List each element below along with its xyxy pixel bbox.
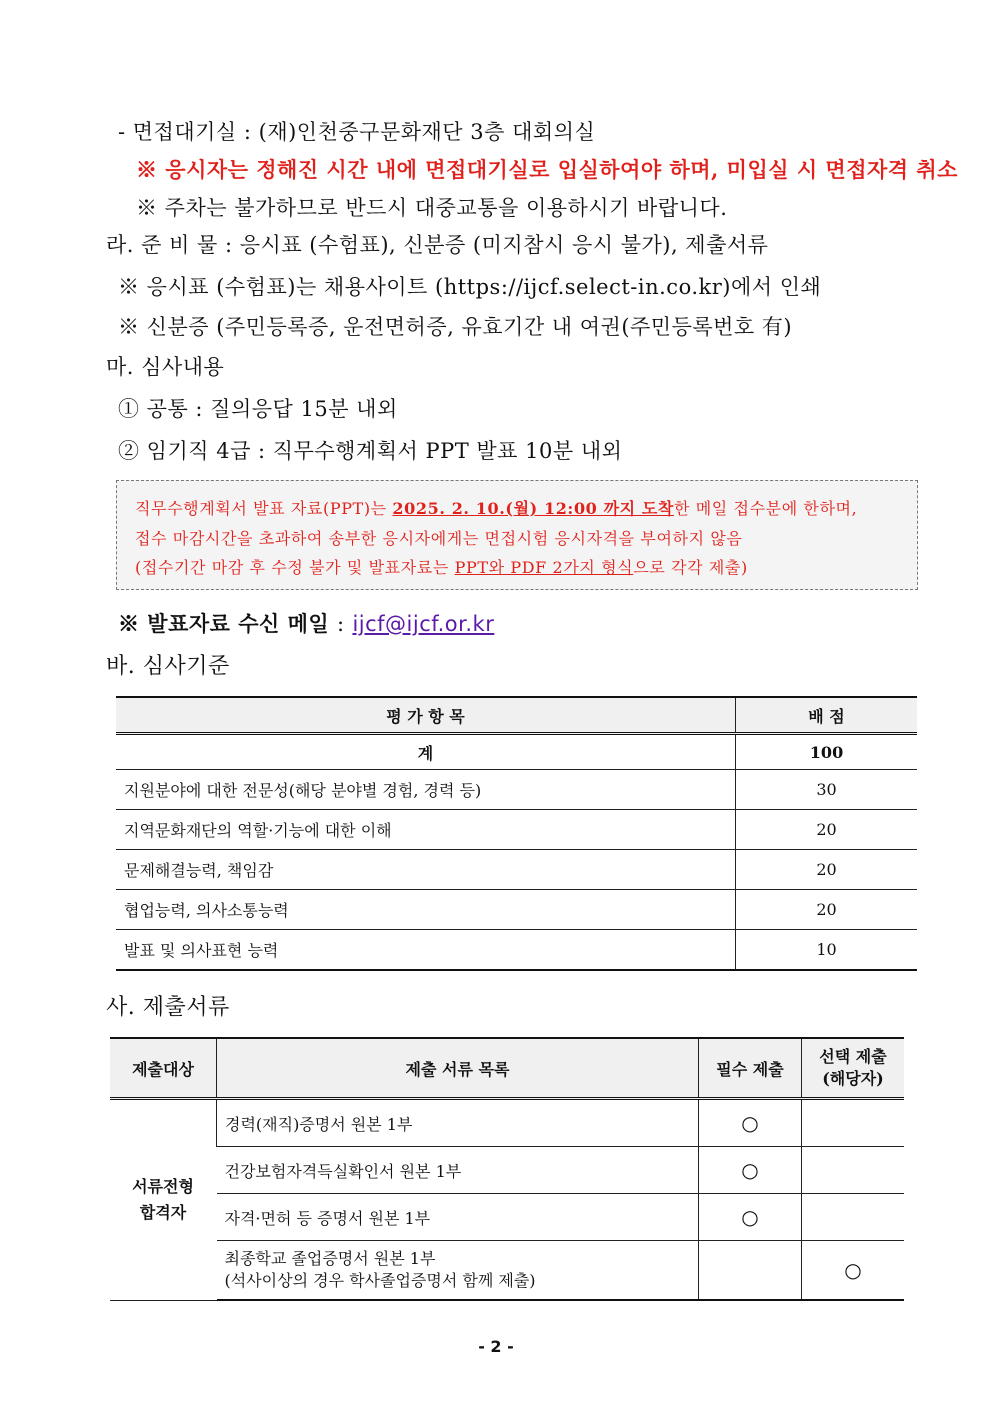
- criteria-header-item: 평 가 항 목: [116, 697, 736, 734]
- table-row: [116, 850, 917, 890]
- notice-deadline: 2025. 2. 10.(월) 12:00 까지 도착: [392, 499, 674, 518]
- notice-line-3-pre: (접수기간 마감 후 수정 불가 및 발표자료는: [135, 558, 455, 577]
- optional-mark: ○: [802, 1241, 905, 1301]
- email-line: [118, 608, 494, 638]
- criteria-total-label: 계: [116, 734, 736, 770]
- table-row: [116, 930, 917, 971]
- documents-target-1: 서류전형: [132, 1176, 194, 1196]
- required-mark: ○: [699, 1194, 802, 1241]
- table-row: [116, 810, 917, 850]
- notice-line-2: 접수 마감시간을 초과하여 송부한 응시자에게는 면접시험 응시자격을 부여하지 않음: [135, 529, 743, 548]
- document-item-title: 최종학교 졸업증명서 원본 1부: [224, 1249, 436, 1268]
- entry-notice: ※ 응시자는 정해진 시간 내에 면접대기실로 입실하여야 하며, 미입실 시 면접자격 취소: [136, 157, 958, 182]
- ticket-note: ※ 응시표 (수험표)는 채용사이트 (https://ijcf.select-in.co.kr)에서 인쇄: [118, 275, 822, 299]
- documents-header-target: 제출대상: [110, 1038, 217, 1099]
- documents-header-row: [110, 1038, 904, 1099]
- required-mark-empty: [699, 1241, 802, 1301]
- criteria-table: [116, 696, 917, 971]
- document-item: 자격·면허 등 증명서 원본 1부: [217, 1194, 699, 1241]
- criteria-total-score: 100: [736, 734, 918, 770]
- table-row: [110, 1147, 904, 1194]
- criteria-header-score: 배 점: [736, 697, 918, 734]
- email-link[interactable]: ijcf@ijcf.or.kr: [352, 612, 495, 636]
- documents-heading: 사. 제출서류: [106, 995, 230, 1020]
- notice-line-1-pre: 직무수행계획서 발표 자료(PPT)는: [135, 499, 393, 518]
- email-separator: :: [337, 612, 345, 636]
- documents-header-optional: [802, 1038, 905, 1099]
- documents-table: [110, 1037, 904, 1301]
- optional-mark-empty: [802, 1194, 905, 1241]
- required-mark: ○: [699, 1099, 802, 1147]
- notice-line-1-post: 한 메일 접수분에 한하며,: [673, 499, 858, 518]
- documents-target-2: 합격자: [139, 1202, 187, 1222]
- parking-notice: ※ 주차는 불가하므로 반드시 대중교통을 이용하시기 바랍니다.: [136, 196, 728, 220]
- notice-line-3-post: 으로 각각 제출): [633, 558, 748, 577]
- id-note: ※ 신분증 (주민등록증, 운전면허증, 유효기간 내 여권(주민등록번호 有): [118, 315, 793, 339]
- required-mark: ○: [699, 1147, 802, 1194]
- criteria-score: 20: [736, 810, 918, 850]
- waiting-room-line: - 면접대기실 : (재)인천중구문화재단 3층 대회의실: [118, 120, 596, 144]
- table-row: [110, 1099, 904, 1147]
- optional-mark-empty: [802, 1147, 905, 1194]
- documents-header-required: 필수 제출: [699, 1038, 802, 1099]
- notice-line-1: [135, 496, 857, 519]
- notice-line-3: [135, 555, 748, 578]
- criteria-score: 20: [736, 850, 918, 890]
- page-number: - 2 -: [478, 1337, 514, 1356]
- criteria-item: 지역문화재단의 역할·기능에 대한 이해: [116, 810, 736, 850]
- table-row: [116, 890, 917, 930]
- criteria-item: 발표 및 의사표현 능력: [116, 930, 736, 971]
- notice-format: PPT와 PDF 2가지 형식: [454, 558, 634, 577]
- criteria-score: 10: [736, 930, 918, 971]
- table-row: [116, 770, 917, 810]
- document-item: 건강보험자격득실확인서 원본 1부: [217, 1147, 699, 1194]
- criteria-item: 협업능력, 의사소통능력: [116, 890, 736, 930]
- presentation-notice-box: [116, 480, 918, 590]
- documents-target: [110, 1099, 217, 1301]
- review-grade4: ② 임기직 4급 : 직무수행계획서 PPT 발표 10분 내외: [118, 439, 623, 463]
- optional-mark-empty: [802, 1099, 905, 1147]
- prep-items-line: 라. 준 비 물 : 응시표 (수험표), 신분증 (미지참시 응시 불가), 제출서류: [106, 233, 769, 257]
- document-item: 경력(재직)증명서 원본 1부: [217, 1099, 699, 1147]
- table-row: [110, 1194, 904, 1241]
- review-common: ① 공통 : 질의응답 15분 내외: [118, 397, 398, 421]
- review-heading: 마. 심사내용: [106, 355, 225, 379]
- email-label: ※ 발표자료 수신 메일: [118, 611, 330, 636]
- documents-header-list: 제출 서류 목록: [217, 1038, 699, 1099]
- document-item-note: (석사이상의 경우 학사졸업증명서 함께 제출): [224, 1271, 536, 1290]
- criteria-total-row: [116, 734, 917, 770]
- criteria-header-row: [116, 697, 917, 734]
- document-item: [217, 1241, 699, 1301]
- criteria-item: 문제해결능력, 책임감: [116, 850, 736, 890]
- documents-header-optional-1: 선택 제출: [819, 1047, 887, 1066]
- criteria-item: 지원분야에 대한 전문성(해당 분야별 경험, 경력 등): [116, 770, 736, 810]
- table-row: [110, 1241, 904, 1301]
- criteria-score: 30: [736, 770, 918, 810]
- documents-header-optional-2: (해당자): [822, 1069, 884, 1088]
- criteria-score: 20: [736, 890, 918, 930]
- criteria-heading: 바. 심사기준: [106, 654, 230, 679]
